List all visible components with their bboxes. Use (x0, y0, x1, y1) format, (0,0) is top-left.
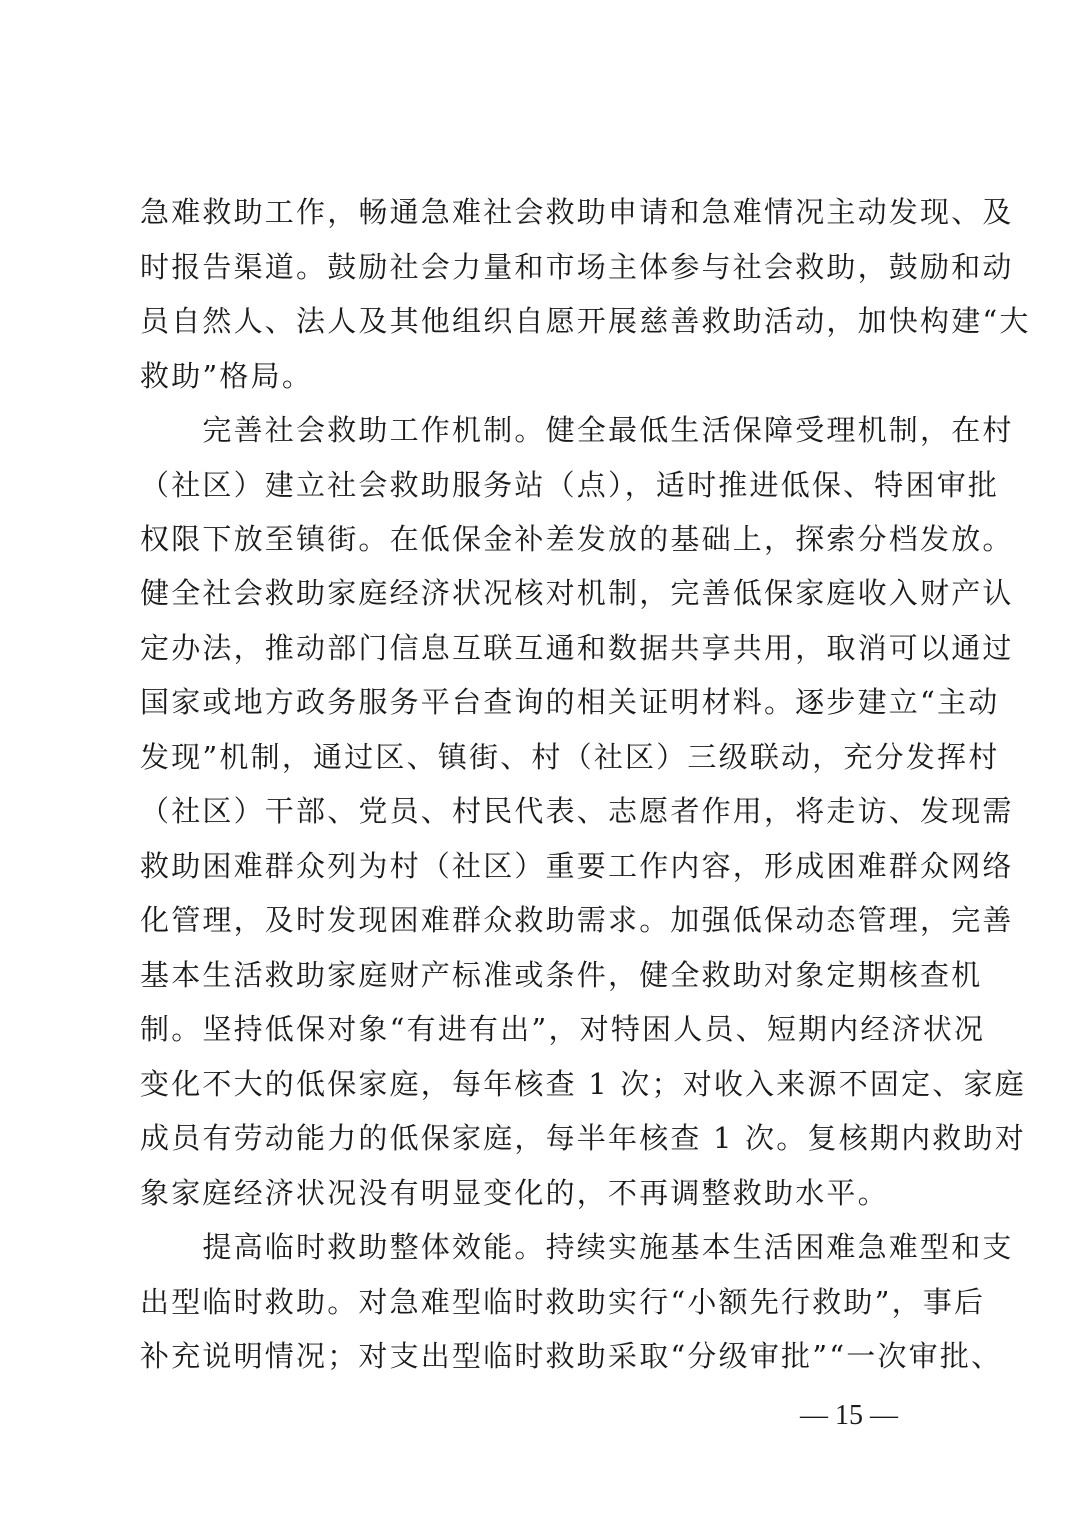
text-line: 象家庭经济状况没有明显变化的，不再调整救助水平。 (140, 1176, 889, 1210)
text-line: 救助”格局。 (140, 359, 314, 393)
text-line: 发现”机制，通过区、镇街、村（社区）三级联动，充分发挥村 (140, 740, 1000, 774)
text-line: 出型临时救助。对急难型临时救助实行“小额先行救助”，事后 (140, 1285, 986, 1319)
page-number: — 15 — (800, 1400, 898, 1431)
text-line: 定办法，推动部门信息互联互通和数据共享共用，取消可以通过 (140, 631, 1014, 665)
text-line: 急难救助工作，畅通急难社会救助申请和急难情况主动发现、及 (140, 195, 1014, 229)
text-line: 化管理，及时发现困难群众救助需求。加强低保动态管理，完善 (140, 903, 1014, 937)
text-line: 时报告渠道。鼓励社会力量和市场主体参与社会救助，鼓励和动 (140, 250, 1014, 284)
paragraph-start-line: 提高临时救助整体效能。持续实施基本生活困难急难型和支 (140, 1230, 1014, 1264)
text-line: 救助困难群众列为村（社区）重要工作内容，形成困难群众网络 (140, 849, 1014, 883)
text-line: 员自然人、法人及其他组织自愿开展慈善救助活动，加快构建“大 (140, 304, 1031, 338)
text-line: 补充说明情况；对支出型临时救助采取“分级审批”“一次审批、 (140, 1339, 1003, 1373)
text-line: 成员有劳动能力的低保家庭，每半年核查 1 次。复核期内救助对 (140, 1121, 1026, 1155)
text-line: 健全社会救助家庭经济状况核对机制，完善低保家庭收入财产认 (140, 576, 1014, 610)
text-line: 变化不大的低保家庭，每年核查 1 次；对收入来源不固定、家庭 (140, 1067, 1026, 1101)
text-line: （社区）建立社会救助服务站（点），适时推进低保、特困审批 (140, 468, 1000, 502)
text-line: 基本生活救助家庭财产标准或条件，健全救助对象定期核查机 (140, 958, 983, 992)
text-line: （社区）干部、党员、村民代表、志愿者作用，将走访、发现需 (140, 794, 1014, 828)
text-line: 国家或地方政务服务平台查询的相关证明材料。逐步建立“主动 (140, 685, 1000, 719)
text-line: 权限下放至镇街。在低保金补差发放的基础上，探索分档发放。 (140, 522, 1014, 556)
paragraph-start-line: 完善社会救助工作机制。健全最低生活保障受理机制，在村 (140, 413, 1014, 447)
text-line: 制。坚持低保对象“有进有出”，对特困人员、短期内经济状况 (140, 1012, 986, 1046)
